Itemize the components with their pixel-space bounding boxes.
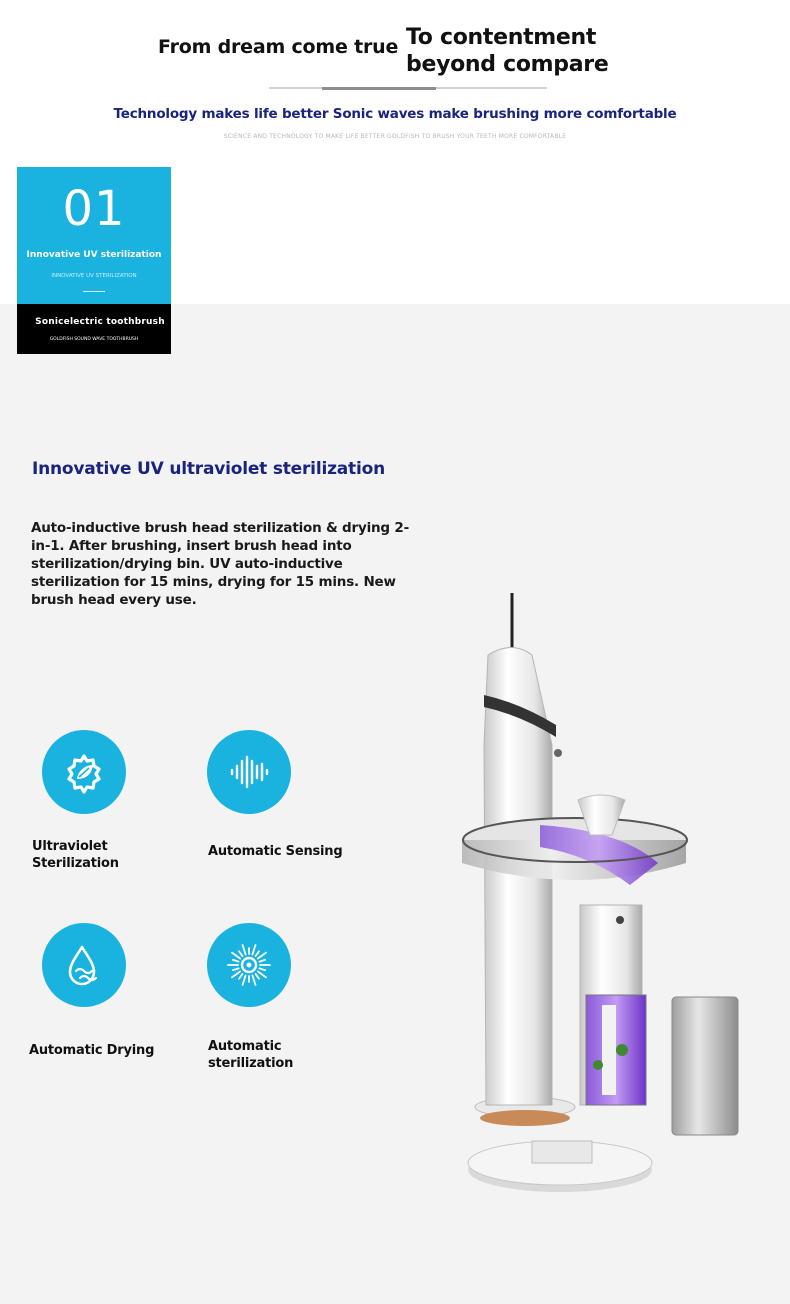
feature-icon-circle-sensing [207, 730, 291, 814]
badge-divider [83, 291, 105, 292]
badge-product-name: Sonicelectric toothbrush [35, 317, 165, 327]
sun-ray [258, 971, 266, 977]
sun-ray [243, 975, 246, 985]
sun-ray [233, 960, 239, 962]
sun-ray [243, 945, 246, 955]
sun-ray [239, 951, 243, 956]
sun-ray [233, 968, 239, 970]
sun-ray [259, 968, 265, 970]
water-drop-icon [42, 923, 126, 1007]
sun-ray [239, 974, 243, 979]
tagline-subtext: SCIENCE AND TECHNOLOGY TO MAKE LIFE BETTER GOLDFISH TO BRUSH YOUR TEETH MORE COMFORTABLE [223, 133, 567, 140]
feature-icon-circle-sterilization [207, 923, 291, 1007]
sun-ray [252, 945, 255, 955]
gear-leaf-icon [42, 730, 126, 814]
feature-label-drying [29, 1042, 154, 1059]
feature-label-drying-line1: Automatic Drying [29, 1043, 155, 1058]
sun-ray [258, 953, 266, 959]
sun-burst-icon [207, 923, 291, 1007]
feature-label-sterilization [208, 1038, 293, 1072]
sun-ray [252, 975, 255, 985]
feature-label-sterilization-line2: sterilization [208, 1056, 294, 1071]
section-title: Innovative UV ultraviolet sterilization [32, 459, 385, 479]
header-right-title-line1: To contentment [406, 25, 597, 50]
feature-label-uv [32, 838, 119, 872]
badge-blue-panel [17, 167, 171, 304]
badge-black-panel [17, 304, 171, 354]
sound-wave-icon [207, 730, 291, 814]
toothbrush-sterilizer-product-image [440, 585, 760, 1215]
section-description: Auto-inductive brush head sterilization & drying 2-in-1. After brushing, insert brush head into sterilization/drying bin. UV auto-inductive sterilization for 15 mins, drying for 15 mins. New brush head every use. [31, 520, 409, 608]
badge-subtitle: INNOVATIVE UV STERILIZATION [51, 273, 137, 279]
feature-label-sensing-line1: Automatic Sensing [208, 844, 343, 859]
sun-ray [259, 960, 265, 962]
feature-label-sensing [208, 843, 342, 860]
header-right-title-line2: beyond compare [406, 52, 609, 77]
sun-ray [255, 951, 259, 956]
feature-icon-circle-drying [42, 923, 126, 1007]
feature-label-uv-line1: Ultraviolet [32, 839, 108, 854]
feature-label-sterilization-line1: Automatic [208, 1039, 282, 1054]
badge-title: Innovative UV sterilization [26, 250, 162, 260]
tagline: Technology makes life better Sonic waves make brushing more comfortable [113, 106, 677, 122]
sun-ray [232, 953, 240, 959]
section-badge [17, 167, 171, 354]
sun-ray [255, 974, 259, 979]
feature-icon-circle-uv [42, 730, 126, 814]
sun-ray [232, 971, 240, 977]
badge-number: 01 [62, 181, 126, 237]
badge-product-subtitle: GOLDFISH SOUND WAVE TOOTHBRUSH [49, 337, 139, 342]
header-right-title [406, 24, 608, 78]
header-left-title: From dream come true [158, 36, 399, 58]
feature-label-uv-line2: Sterilization [32, 856, 119, 871]
header-divider-accent [322, 87, 436, 90]
